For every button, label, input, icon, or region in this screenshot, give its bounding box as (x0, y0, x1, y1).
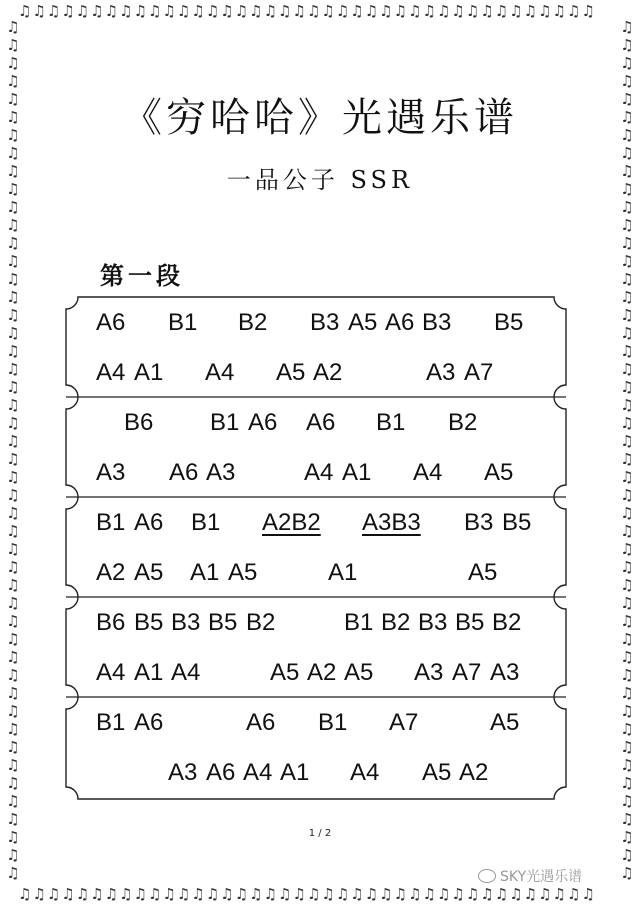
note-token: A3 (426, 359, 456, 386)
note-token: A3 (490, 659, 520, 686)
note-token: B3 (464, 509, 494, 536)
note-token: B1 (96, 509, 126, 536)
note-token: A2 (96, 559, 126, 586)
note-token: A4 (171, 659, 201, 686)
score-frame (66, 297, 566, 799)
note-token: A4 (350, 759, 380, 786)
note-token: A7 (452, 659, 482, 686)
note-token: A5 (468, 559, 498, 586)
note-token: B3 (310, 309, 340, 336)
note-token: A5 (484, 459, 514, 486)
note-token: A1 (328, 559, 358, 586)
note-token: B2 (238, 309, 268, 336)
note-token: A4 (304, 459, 334, 486)
note-token: B2 (381, 609, 411, 636)
note-token: B1 (191, 509, 221, 536)
note-token: A4 (96, 659, 126, 686)
note-token: A5 (228, 559, 258, 586)
note-token: A6 (385, 309, 415, 336)
note-token: A1 (190, 559, 220, 586)
watermark-text: SKY光遇乐谱 (500, 869, 583, 885)
note-token: A3B3 (362, 509, 421, 536)
note-token: A4 (96, 359, 126, 386)
note-token: B1 (318, 709, 348, 736)
note-token: B3 (171, 609, 201, 636)
wechat-icon (478, 869, 496, 883)
note-token: A2 (459, 759, 489, 786)
note-token: B2 (448, 409, 478, 436)
note-token: B5 (455, 609, 485, 636)
note-token: A3 (206, 459, 236, 486)
right-border: ♫♫♫♫♫♫♫♫♫♫♫♫♫♫♫♫♫♫♫♫♫♫♫♫♫♫♫♫♫♫♫♫♫♫♫♫♫♫♫♫♫♫♫♫♫♫♫♫ (620, 18, 634, 882)
note-token: A6 (134, 709, 164, 736)
left-border: ♫♫♫♫♫♫♫♫♫♫♫♫♫♫♫♫♫♫♫♫♫♫♫♫♫♫♫♫♫♫♫♫♫♫♫♫♫♫♫♫♫♫♫♫♫♫♫♫ (6, 18, 20, 882)
note-token: A3 (168, 759, 198, 786)
note-token: A5 (276, 359, 306, 386)
note-token: A6 (169, 459, 199, 486)
note-token: B5 (208, 609, 238, 636)
note-token: B3 (422, 309, 452, 336)
note-token: A6 (134, 509, 164, 536)
note-token: A5 (348, 309, 378, 336)
note-token: B3 (418, 609, 448, 636)
note-token: B2 (246, 609, 276, 636)
note-token: B1 (168, 309, 198, 336)
top-border: ♫♫♫♫♫♫♫♫♫♫♫♫♫♫♫♫♫♫♫♫♫♫♫♫♫♫♫♫♫♫♫♫♫♫♫♫♫♫♫♫ (18, 2, 596, 20)
section-title: 第一段 (100, 261, 184, 290)
note-token: A4 (413, 459, 443, 486)
page-subtitle: 一品公子 SSR (226, 166, 414, 194)
note-token: B1 (210, 409, 240, 436)
note-token: B6 (96, 609, 126, 636)
note-token: A2 (307, 659, 337, 686)
note-token: A6 (248, 409, 278, 436)
note-token: A1 (134, 659, 164, 686)
note-token: A2B2 (262, 509, 321, 536)
bottom-border: ♫♫♫♫♫♫♫♫♫♫♫♫♫♫♫♫♫♫♫♫♫♫♫♫♫♫♫♫♫♫♫♫♫♫♫♫♫♫♫♫ (18, 885, 596, 903)
note-token: A5 (490, 709, 520, 736)
note-token: A2 (313, 359, 343, 386)
note-token: A6 (306, 409, 336, 436)
note-token: A4 (205, 359, 235, 386)
note-token: A1 (134, 359, 164, 386)
note-token: A7 (389, 709, 419, 736)
note-token: B5 (502, 509, 532, 536)
note-token: A7 (464, 359, 494, 386)
note-token: A5 (344, 659, 374, 686)
note-token: B1 (376, 409, 406, 436)
note-token: A5 (422, 759, 452, 786)
note-token: B5 (494, 309, 524, 336)
note-token: A1 (342, 459, 372, 486)
watermark (478, 866, 582, 886)
note-token: B6 (124, 409, 154, 436)
note-token: A4 (243, 759, 273, 786)
note-token: A5 (134, 559, 164, 586)
note-token: A3 (96, 459, 126, 486)
note-token: B1 (96, 709, 126, 736)
note-token: A6 (206, 759, 236, 786)
note-token: A5 (270, 659, 300, 686)
note-token: B2 (492, 609, 522, 636)
page-title: 《穷哈哈》光遇乐谱 (122, 95, 518, 141)
note-token: A6 (246, 709, 276, 736)
page-number: 1 / 2 (308, 828, 332, 839)
note-token: A3 (414, 659, 444, 686)
note-token: A1 (280, 759, 310, 786)
note-token: A6 (96, 309, 126, 336)
note-token: B5 (134, 609, 164, 636)
note-token: B1 (344, 609, 374, 636)
